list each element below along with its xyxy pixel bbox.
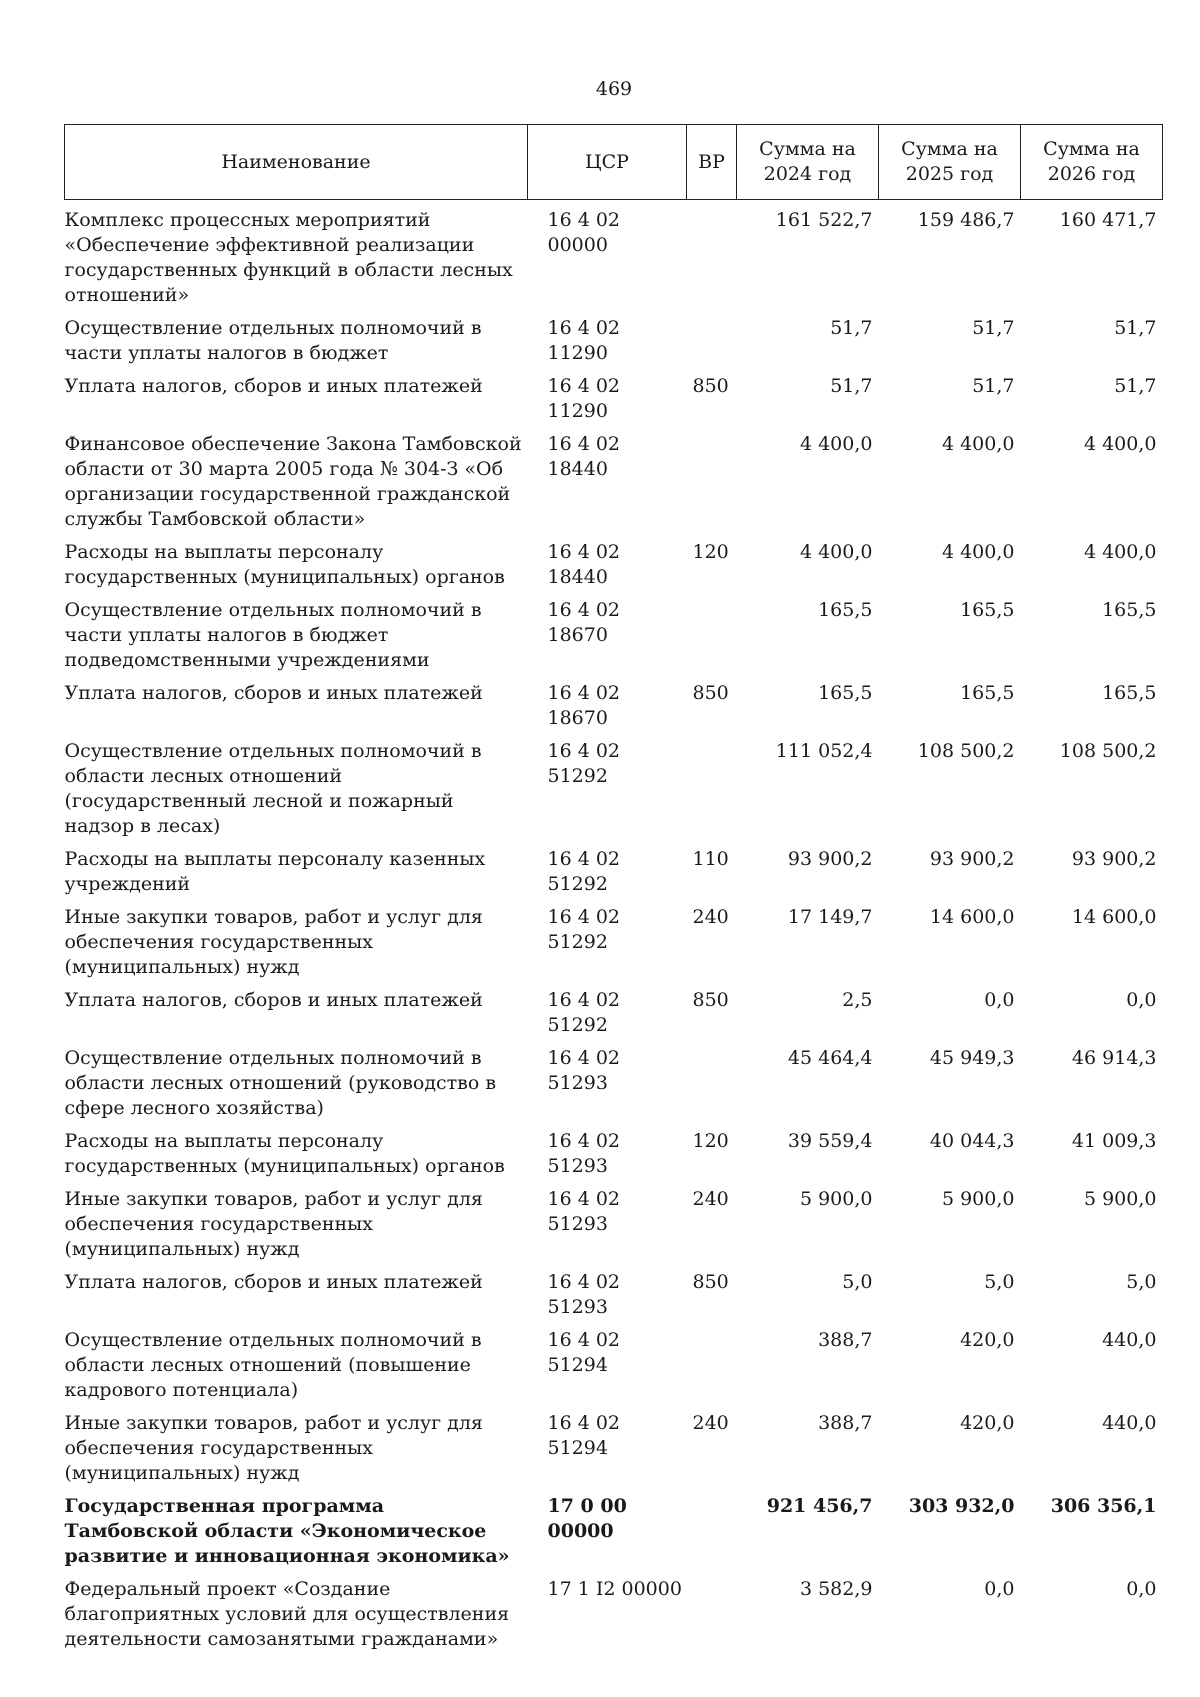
row-csr: 16 4 02 51294	[547, 1329, 621, 1376]
row-vr	[687, 1046, 737, 1129]
table-row	[65, 374, 1163, 432]
row-name: Осуществление отдельных полномочий в части уплаты налогов в бюджет подведомственными учреждениями	[64, 599, 482, 671]
row-name: Комплекс процессных мероприятий «Обеспечение эффективной реализации государственных функций в области лесных отношений»	[64, 209, 513, 306]
row-sum-2025: 303 932,0	[908, 1495, 1015, 1517]
row-vr	[687, 1328, 737, 1411]
row-sum-2025: 14 600,0	[929, 906, 1015, 928]
row-name: Федеральный проект «Создание благоприятных условий для осуществления деятельности самозанятыми гражданами»	[64, 1578, 510, 1650]
row-sum-2025: 51,7	[972, 375, 1015, 397]
table-row	[65, 847, 1163, 905]
row-name: Уплата налогов, сборов и иных платежей	[64, 682, 483, 704]
row-vr	[687, 1577, 737, 1660]
row-csr: 16 4 02 51294	[547, 1412, 621, 1459]
table-header	[65, 125, 1163, 200]
row-sum-2026: 108 500,2	[1059, 740, 1157, 762]
row-name: Осуществление отдельных полномочий в области лесных отношений (повышение кадрового потенциала)	[64, 1329, 482, 1401]
row-csr: 16 4 02 51292	[547, 848, 621, 895]
table-row	[65, 540, 1163, 598]
row-csr: 16 4 02 00000	[547, 209, 621, 256]
row-sum-2024: 165,5	[818, 682, 873, 704]
row-sum-2026: 306 356,1	[1050, 1495, 1157, 1517]
row-sum-2026: 160 471,7	[1059, 209, 1157, 231]
table-row	[65, 1046, 1163, 1129]
row-sum-2026: 0,0	[1126, 989, 1157, 1011]
row-csr: 17 0 00 00000	[547, 1495, 627, 1542]
row-csr: 16 4 02 51293	[547, 1047, 621, 1094]
row-name: Государственная программа Тамбовской области «Экономическое развитие и инновационная экономика»	[64, 1495, 510, 1567]
row-sum-2024: 388,7	[818, 1329, 873, 1351]
row-sum-2025: 5,0	[984, 1271, 1015, 1293]
header-sum-2025: Сумма на 2025 год	[879, 125, 1021, 200]
row-sum-2026: 5 900,0	[1083, 1188, 1157, 1210]
table-row	[65, 1411, 1163, 1494]
row-vr	[687, 200, 737, 317]
row-sum-2024: 3 582,9	[799, 1578, 873, 1600]
row-sum-2025: 45 949,3	[929, 1047, 1015, 1069]
row-sum-2024: 93 900,2	[787, 848, 873, 870]
row-sum-2026: 51,7	[1114, 317, 1157, 339]
row-sum-2025: 0,0	[984, 1578, 1015, 1600]
table-row	[65, 200, 1163, 317]
row-sum-2026: 14 600,0	[1071, 906, 1157, 928]
row-sum-2024: 51,7	[830, 375, 873, 397]
row-sum-2026: 165,5	[1102, 682, 1157, 704]
row-vr: 120	[692, 1130, 729, 1152]
row-name: Финансовое обеспечение Закона Тамбовской области от 30 марта 2005 года № 304-З «Об организации государственной гражданской службы Тамбовской области»	[64, 433, 522, 530]
row-csr: 16 4 02 51293	[547, 1130, 621, 1177]
row-sum-2026: 4 400,0	[1083, 541, 1157, 563]
row-csr: 16 4 02 51292	[547, 740, 621, 787]
row-sum-2025: 51,7	[972, 317, 1015, 339]
row-name: Осуществление отдельных полномочий в части уплаты налогов в бюджет	[64, 317, 482, 364]
row-name: Осуществление отдельных полномочий в области лесных отношений (государственный лесной и пожарный надзор в лесах)	[64, 740, 482, 837]
row-name: Расходы на выплаты персоналу казенных учреждений	[64, 848, 486, 895]
row-name: Иные закупки товаров, работ и услуг для обеспечения государственных (муниципальных) нужд	[64, 1412, 483, 1484]
row-name: Уплата налогов, сборов и иных платежей	[64, 989, 483, 1011]
row-sum-2024: 4 400,0	[799, 433, 873, 455]
row-sum-2025: 40 044,3	[929, 1130, 1015, 1152]
row-sum-2025: 165,5	[960, 682, 1015, 704]
row-csr: 16 4 02 51293	[547, 1188, 621, 1235]
row-vr	[687, 598, 737, 681]
table-row	[65, 1187, 1163, 1270]
table-row	[65, 1270, 1163, 1328]
row-vr: 240	[692, 1412, 729, 1434]
row-vr: 110	[692, 848, 729, 870]
row-sum-2025: 165,5	[960, 599, 1015, 621]
row-sum-2025: 420,0	[960, 1329, 1015, 1351]
table-row	[65, 598, 1163, 681]
row-vr: 850	[692, 1271, 729, 1293]
row-name: Уплата налогов, сборов и иных платежей	[64, 375, 483, 397]
header-row	[65, 125, 1163, 200]
row-csr: 16 4 02 11290	[547, 317, 621, 364]
row-name: Иные закупки товаров, работ и услуг для обеспечения государственных (муниципальных) нужд	[64, 1188, 483, 1260]
row-csr: 16 4 02 51293	[547, 1271, 621, 1318]
row-sum-2026: 4 400,0	[1083, 433, 1157, 455]
row-csr: 16 4 02 51292	[547, 989, 621, 1036]
row-vr	[687, 1494, 737, 1577]
table-row	[65, 988, 1163, 1046]
row-sum-2024: 45 464,4	[787, 1047, 873, 1069]
row-sum-2024: 39 559,4	[787, 1130, 873, 1152]
page-number: 469	[595, 78, 633, 100]
table-row	[65, 1129, 1163, 1187]
row-sum-2024: 921 456,7	[766, 1495, 873, 1517]
row-name: Иные закупки товаров, работ и услуг для обеспечения государственных (муниципальных) нужд	[64, 906, 483, 978]
row-csr: 16 4 02 18670	[547, 599, 621, 646]
row-csr: 16 4 02 51292	[547, 906, 621, 953]
row-sum-2025: 0,0	[984, 989, 1015, 1011]
row-vr: 120	[692, 541, 729, 563]
row-sum-2024: 5 900,0	[799, 1188, 873, 1210]
row-csr: 16 4 02 18440	[547, 541, 621, 588]
row-vr	[687, 432, 737, 540]
row-sum-2025: 159 486,7	[917, 209, 1015, 231]
row-sum-2024: 51,7	[830, 317, 873, 339]
table-row	[65, 432, 1163, 540]
table-row	[65, 905, 1163, 988]
row-csr: 16 4 02 18670	[547, 682, 621, 729]
row-sum-2025: 93 900,2	[929, 848, 1015, 870]
row-csr: 16 4 02 11290	[547, 375, 621, 422]
row-vr	[687, 316, 737, 374]
header-name: Наименование	[65, 125, 528, 200]
row-sum-2026: 41 009,3	[1071, 1130, 1157, 1152]
row-sum-2026: 165,5	[1102, 599, 1157, 621]
header-sum-2026: Сумма на 2026 год	[1021, 125, 1163, 200]
row-name: Уплата налогов, сборов и иных платежей	[64, 1271, 483, 1293]
row-sum-2026: 46 914,3	[1071, 1047, 1157, 1069]
row-sum-2026: 440,0	[1102, 1329, 1157, 1351]
row-sum-2025: 420,0	[960, 1412, 1015, 1434]
row-vr: 850	[692, 682, 729, 704]
row-sum-2024: 5,0	[842, 1271, 873, 1293]
row-sum-2026: 51,7	[1114, 375, 1157, 397]
row-name: Осуществление отдельных полномочий в области лесных отношений (руководство в сфере лесного хозяйства)	[64, 1047, 497, 1119]
row-csr: 17 1 I2 00000	[547, 1578, 682, 1600]
row-name: Расходы на выплаты персоналу государственных (муниципальных) органов	[64, 541, 505, 588]
table-row	[65, 681, 1163, 739]
row-sum-2025: 4 400,0	[941, 541, 1015, 563]
row-csr: 16 4 02 18440	[547, 433, 621, 480]
row-sum-2025: 4 400,0	[941, 433, 1015, 455]
row-sum-2024: 388,7	[818, 1412, 873, 1434]
table-body	[65, 200, 1163, 1661]
row-vr: 850	[692, 989, 729, 1011]
table-row	[65, 1577, 1163, 1660]
row-sum-2025: 108 500,2	[917, 740, 1015, 762]
header-vr: ВР	[687, 125, 737, 200]
row-sum-2024: 4 400,0	[799, 541, 873, 563]
row-vr: 240	[692, 906, 729, 928]
row-sum-2024: 111 052,4	[775, 740, 873, 762]
row-name: Расходы на выплаты персоналу государственных (муниципальных) органов	[64, 1130, 505, 1177]
row-vr	[687, 739, 737, 847]
row-sum-2026: 93 900,2	[1071, 848, 1157, 870]
budget-table	[64, 124, 1163, 1660]
row-sum-2024: 161 522,7	[775, 209, 873, 231]
row-vr: 240	[692, 1188, 729, 1210]
table-row	[65, 1494, 1163, 1577]
row-sum-2024: 2,5	[842, 989, 873, 1011]
table-row	[65, 739, 1163, 847]
table-row	[65, 316, 1163, 374]
row-sum-2026: 0,0	[1126, 1578, 1157, 1600]
table-row	[65, 1328, 1163, 1411]
row-vr: 850	[692, 375, 729, 397]
row-sum-2024: 17 149,7	[787, 906, 873, 928]
row-sum-2025: 5 900,0	[941, 1188, 1015, 1210]
row-sum-2026: 5,0	[1126, 1271, 1157, 1293]
header-csr: ЦСР	[528, 125, 687, 200]
row-sum-2024: 165,5	[818, 599, 873, 621]
header-sum-2024: Сумма на 2024 год	[737, 125, 879, 200]
row-sum-2026: 440,0	[1102, 1412, 1157, 1434]
